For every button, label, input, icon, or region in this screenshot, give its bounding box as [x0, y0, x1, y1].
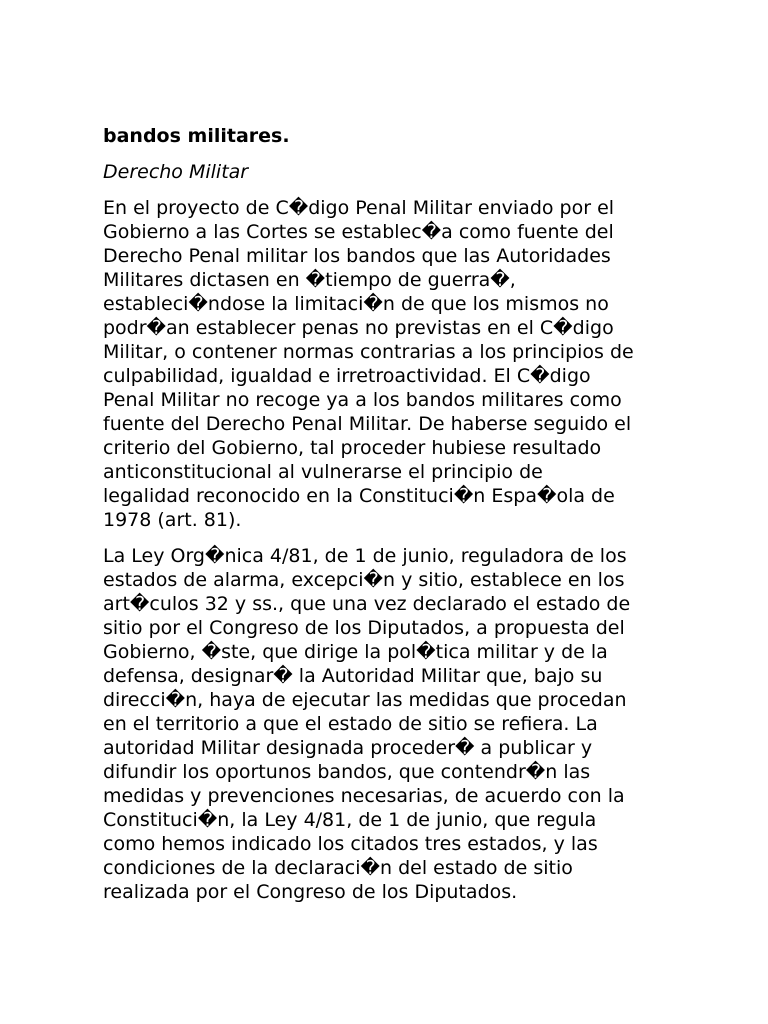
paragraph-line: La Ley Org�nica 4/81, de 1 de junio, reguladora de los — [103, 545, 627, 567]
paragraph-line: estados de alarma, excepci�n y sitio, establece en los — [103, 569, 625, 591]
paragraph-line: condiciones de la declaraci�n del estado de sitio — [103, 857, 573, 879]
paragraph-line: criterio del Gobierno, tal proceder hubiese resultado — [103, 437, 602, 459]
paragraph-2 — [103, 544, 671, 904]
paragraph-line: art�culos 32 y ss., que una vez declarado el estado de — [103, 593, 631, 615]
paragraph-line: 1978 (art. 81). — [103, 509, 242, 531]
paragraph-line: autoridad Militar designada proceder� a publicar y — [103, 737, 593, 759]
paragraph-line: Militar, o contener normas contrarias a los principios de — [103, 341, 634, 363]
paragraph-line: estableci�ndose la limitaci�n de que los mismos no — [103, 293, 609, 315]
paragraph-line: fuente del Derecho Penal Militar. De haberse seguido el — [103, 413, 632, 435]
paragraph-line: Gobierno, �ste, que dirige la pol�tica militar y de la — [103, 641, 608, 663]
paragraph-line: sitio por el Congreso de los Diputados, a propuesta del — [103, 617, 625, 639]
paragraph-line: Derecho Penal militar los bandos que las Autoridades — [103, 245, 611, 267]
paragraph-line: Militares dictasen en �tiempo de guerra�, — [103, 269, 516, 291]
paragraph-line: En el proyecto de C�digo Penal Militar enviado por el — [103, 197, 615, 219]
paragraph-line: culpabilidad, igualdad e irretroactividad. El C�digo — [103, 365, 591, 387]
section-subheading: Derecho Militar — [103, 161, 249, 183]
paragraph-line: direcci�n, haya de ejecutar las medidas que procedan — [103, 689, 627, 711]
section-heading: bandos militares. — [103, 125, 290, 147]
paragraph-line: Constituci�n, la Ley 4/81, de 1 de junio, que regula — [103, 809, 597, 831]
paragraph-line: realizada por el Congreso de los Diputados. — [103, 881, 518, 903]
paragraph-line: defensa, designar� la Autoridad Militar que, bajo su — [103, 665, 603, 687]
paragraph-line: podr�an establecer penas no previstas en el C�digo — [103, 317, 614, 339]
paragraph-line: difundir los oportunos bandos, que contendr�n las — [103, 761, 591, 783]
paragraph-line: Gobierno a las Cortes se establec�a como fuente del — [103, 221, 614, 243]
paragraph-line: legalidad reconocido en la Constituci�n Espa�ola de — [103, 485, 615, 507]
paragraph-line: en el territorio a que el estado de sitio se refiera. La — [103, 713, 598, 735]
paragraph-line: Penal Militar no recoge ya a los bandos militares como — [103, 389, 622, 411]
paragraph-1 — [103, 196, 671, 532]
paragraph-line: medidas y prevenciones necesarias, de acuerdo con la — [103, 785, 625, 807]
paragraph-line: como hemos indicado los citados tres estados, y las — [103, 833, 598, 855]
paragraph-line: anticonstitucional al vulnerarse el principio de — [103, 461, 543, 483]
document-page — [103, 124, 671, 916]
